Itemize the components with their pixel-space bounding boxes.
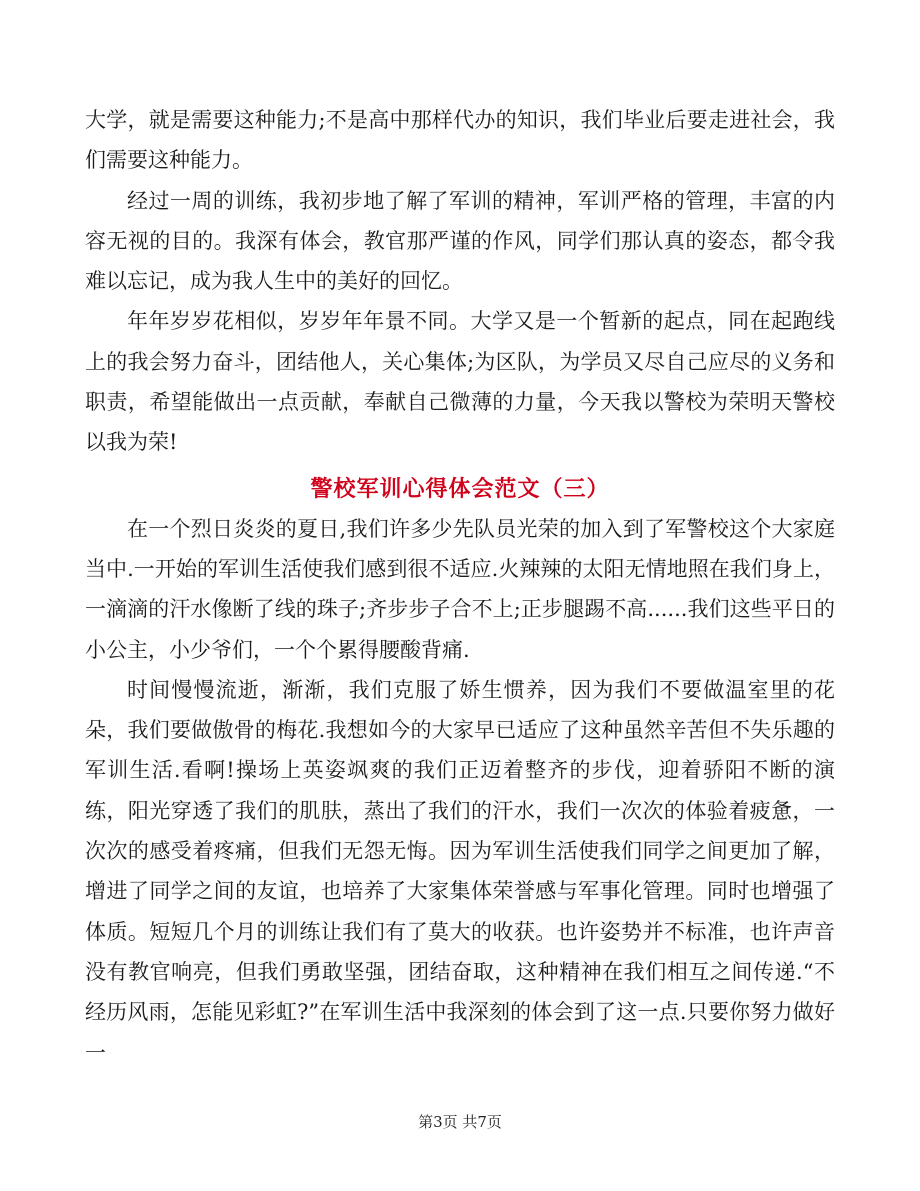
paragraph: 在一个烈日炎炎的夏日,我们许多少先队员光荣的加入到了军警校这个大家庭当中.一开始的军训生活使我们感到很不适应.火辣辣的太阳无情地照在我们身上，一滴滴的汗水像断了线的珠子;齐步步子合不上;正步腿踢不高......我们这些平日的小公主，小少爷们，一个个累得腰酸背痛. bbox=[85, 516, 835, 662]
paragraph: 经过一周的训练，我初步地了解了军训的精神，军训严格的管理，丰富的内容无视的目的。我深有体会，教官那严谨的作风，同学们那认真的姿态，都令我难以忘记，成为我人生中的美好的回忆。 bbox=[85, 188, 835, 294]
paragraph: 年年岁岁花相似，岁岁年年景不同。大学又是一个暂新的起点，同在起跑线上的我会努力奋斗，团结他人，关心集体;为区队，为学员又尽自己应尽的义务和职责，希望能做出一点贡献，奉献自己微薄的力量，今天我以警校为荣明天警校以我为荣! bbox=[85, 309, 835, 455]
document-body bbox=[85, 100, 835, 1073]
section-title: 警校军训心得体会范文（三） bbox=[310, 475, 610, 502]
paragraph: 时间慢慢流逝，渐渐，我们克服了娇生惯养，因为我们不要做温室里的花朵，我们要做傲骨的梅花.我想如今的大家早已适应了这种虽然辛苦但不失乐趣的军训生活.看啊!操场上英姿飒爽的我们正迈着整齐的步伐，迎着骄阳不断的演练，阳光穿透了我们的肌肤，蒸出了我们的汗水，我们一次次的体验着疲惫，一次次的感受着疼痛，但我们无怨无悔。因为军训生活使我们同学之间更加了解，增进了同学之间的友谊，也培养了大家集体荣誉感与军事化管理。同时也增强了体质。短短几个月的训练让我们有了莫大的收获。也许姿势并不标准，也许声音没有教官响亮，但我们勇敢坚强，团结奋取，这种精神在我们相互之间传递.“不经历风雨，怎能见彩虹?”在军训生活中我深刻的体会到了这一点.只要你努力做好一 bbox=[85, 677, 835, 1065]
paragraph: 大学，就是需要这种能力;不是高中那样代办的知识，我们毕业后要走进社会，我们需要这种能力。 bbox=[85, 108, 835, 173]
page-footer: 第3页 共7页 bbox=[418, 1113, 502, 1131]
